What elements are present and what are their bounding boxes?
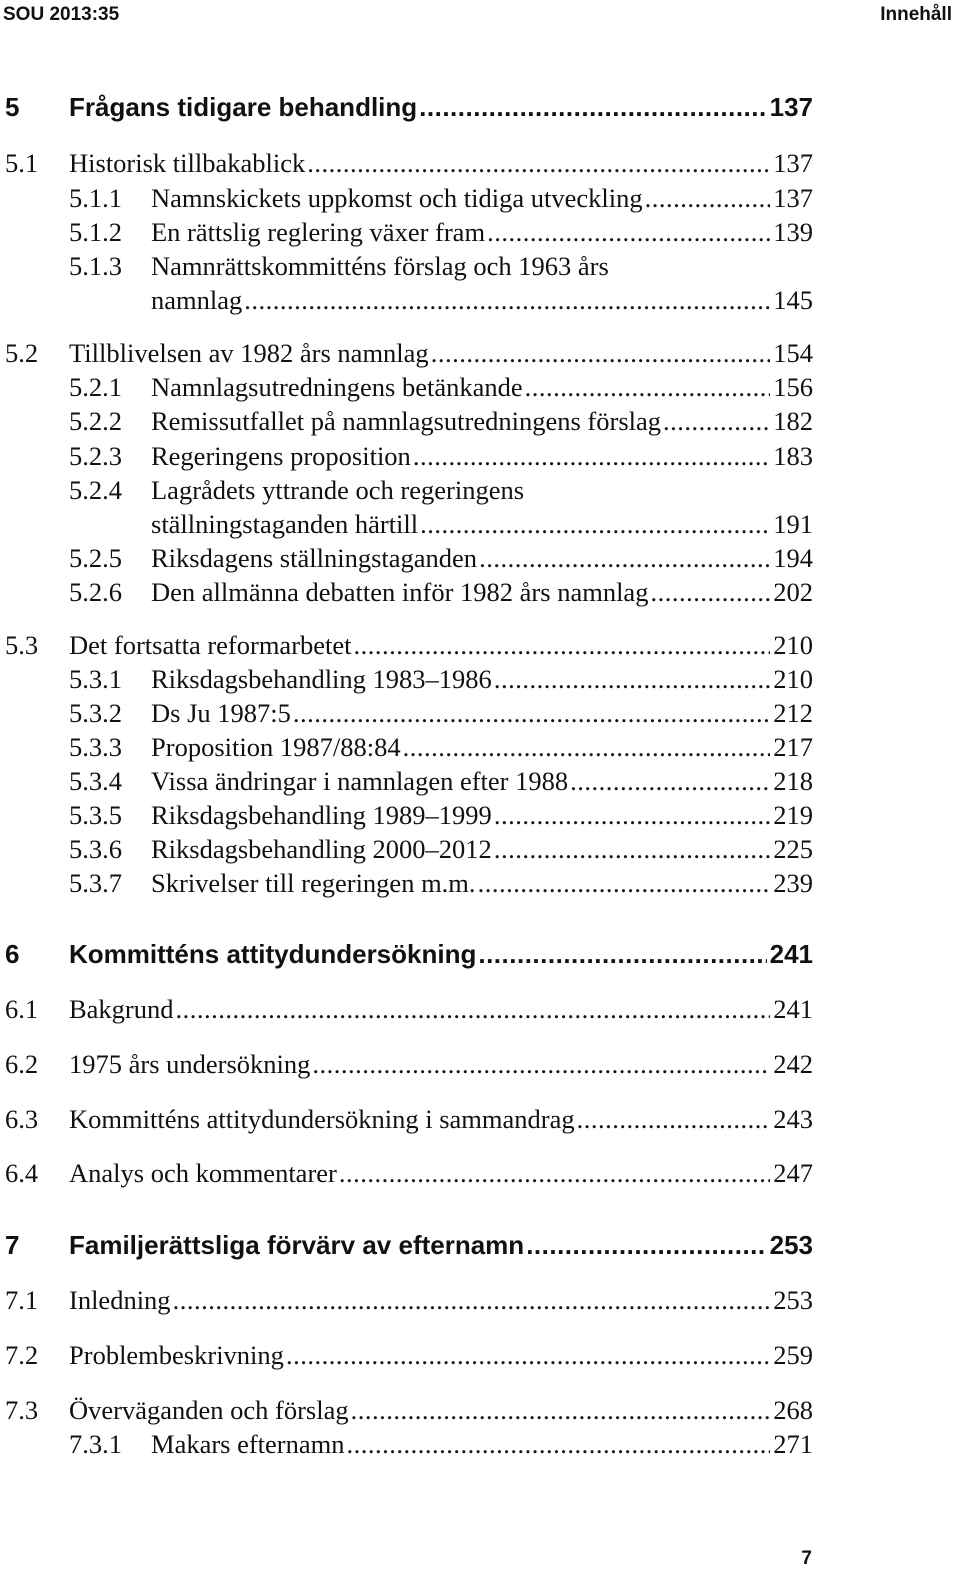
toc-entry-title: Analys och kommentarer <box>69 1158 337 1188</box>
toc-entry-number: 5.3.6 <box>69 834 122 864</box>
toc-entry-title: Det fortsatta reformarbetet <box>69 630 352 660</box>
dot-leader <box>478 937 766 971</box>
toc-entry[interactable] <box>0 696 813 730</box>
toc-entry-page: 154 <box>773 338 813 368</box>
toc-entry-number: 6 <box>5 939 20 969</box>
toc-entry-number: 7.3.1 <box>69 1429 122 1459</box>
toc-entry-number: 5.1.3 <box>69 251 122 281</box>
toc-entry-page: 202 <box>773 577 813 607</box>
toc-entry-number: 7.3 <box>5 1395 39 1425</box>
dot-leader <box>577 1102 771 1136</box>
toc-entry[interactable] <box>0 336 813 370</box>
toc-entry-number: 5.3.3 <box>69 732 122 762</box>
toc-entry-number: 5.3 <box>5 630 39 660</box>
dot-leader <box>494 798 770 832</box>
toc-entry-page: 242 <box>773 1049 813 1079</box>
toc-entry-title: Riksdagsbehandling 1983–1986 <box>151 664 492 694</box>
toc-entry-page: 217 <box>773 732 813 762</box>
toc-entry-title: Inledning <box>69 1285 171 1315</box>
toc-entry[interactable] <box>0 1393 813 1427</box>
dot-leader <box>526 1228 766 1262</box>
toc-entry-title: Riksdagsbehandling 2000–2012 <box>151 834 492 864</box>
page-number: 7 <box>801 1548 812 1569</box>
toc-entry[interactable] <box>0 992 813 1026</box>
toc-entry-number: 5.3.1 <box>69 664 122 694</box>
toc-entry[interactable] <box>0 507 813 541</box>
toc-entry-title: En rättslig reglering växer fram <box>151 217 486 247</box>
toc-entry-number: 6.1 <box>5 994 39 1024</box>
toc-entry-number: 5.3.5 <box>69 800 122 830</box>
toc-entry[interactable] <box>0 1102 813 1136</box>
toc-entry[interactable] <box>0 249 813 283</box>
dot-leader <box>403 730 771 764</box>
toc-entry[interactable] <box>0 832 813 866</box>
toc-entry-page: 253 <box>773 1285 813 1315</box>
toc-entry[interactable] <box>0 798 813 832</box>
toc-entry[interactable] <box>0 370 813 404</box>
toc-entry-title: Namnskickets uppkomst och tidiga utveckling <box>151 183 643 213</box>
toc-entry-page: 247 <box>773 1158 813 1188</box>
toc-entry-number: 5.2.3 <box>69 441 122 471</box>
toc-entry-title: Tillblivelsen av 1982 års namnlag <box>69 338 429 368</box>
dot-leader <box>525 370 771 404</box>
dot-leader <box>494 662 770 696</box>
toc-entry-number: 5 <box>5 92 20 122</box>
toc-entry-title: Riksdagens ställningstaganden <box>151 543 478 573</box>
toc-entry-page: 191 <box>773 509 813 539</box>
toc-entry-page: 239 <box>773 868 813 898</box>
toc-entry[interactable] <box>0 90 813 124</box>
toc-entry-page: 268 <box>773 1395 813 1425</box>
toc-entry-page: 183 <box>773 441 813 471</box>
toc-entry-page: 145 <box>773 285 813 315</box>
toc-entry-title: Frågans tidigare behandling <box>69 92 418 122</box>
dot-leader <box>650 575 770 609</box>
toc-entry[interactable] <box>0 764 813 798</box>
toc-entry[interactable] <box>0 730 813 764</box>
toc-entry-title: Riksdagsbehandling 1989–1999 <box>151 800 492 830</box>
toc-entry[interactable] <box>0 866 813 900</box>
dot-leader <box>312 1047 770 1081</box>
dot-leader <box>478 866 771 900</box>
toc-entry-number: 5.2.1 <box>69 372 122 402</box>
dot-leader <box>431 336 771 370</box>
dot-leader <box>420 507 770 541</box>
toc-entry-number: 6.2 <box>5 1049 39 1079</box>
toc-entry[interactable] <box>0 283 813 317</box>
toc-entry-page: 194 <box>773 543 813 573</box>
toc-entry-page: 241 <box>773 994 813 1024</box>
toc-entry-title: Makars efternamn <box>151 1429 345 1459</box>
toc-entry[interactable] <box>0 937 813 971</box>
toc-entry[interactable] <box>0 404 813 438</box>
toc-entry-page: 156 <box>773 372 813 402</box>
toc-entry-page: 137 <box>773 183 813 213</box>
toc-entry-page: 218 <box>773 766 813 796</box>
toc-entry-number: 5.3.7 <box>69 868 122 898</box>
dot-leader <box>487 215 770 249</box>
dot-leader <box>173 1283 771 1317</box>
toc-entry-number: 5.1.1 <box>69 183 122 213</box>
toc-entry-number: 7.2 <box>5 1340 39 1370</box>
toc-entry-page: 259 <box>773 1340 813 1370</box>
toc-entry-title: Problembeskrivning <box>69 1340 284 1370</box>
toc-entry-number: 5.2.4 <box>69 475 122 505</box>
toc-entry-page: 137 <box>773 148 813 178</box>
toc-entry-title: Vissa ändringar i namnlagen efter 1988 <box>151 766 569 796</box>
toc-entry-number: 5.1.2 <box>69 217 122 247</box>
toc-entry-page: 219 <box>773 800 813 830</box>
toc-entry-number: 5.3.2 <box>69 698 122 728</box>
toc-entry-number: 5.2.5 <box>69 543 122 573</box>
toc-entry[interactable] <box>0 215 813 249</box>
toc-entry[interactable] <box>0 146 813 180</box>
toc-entry-title: Lagrådets yttrande och regeringens <box>151 475 525 505</box>
dot-leader <box>293 696 770 730</box>
toc-entry-number: 6.4 <box>5 1158 39 1188</box>
dot-leader <box>645 181 771 215</box>
toc-entry-page: 212 <box>773 698 813 728</box>
toc-entry-title: Historisk tillbakablick <box>69 148 306 178</box>
toc-entry-title: Familjerättsliga förvärv av efternamn <box>69 1230 525 1260</box>
toc-entry-number: 5.1 <box>5 148 39 178</box>
toc-entry[interactable] <box>0 662 813 696</box>
toc-entry-title: Bakgrund <box>69 994 174 1024</box>
dot-leader <box>176 992 771 1026</box>
toc-entry-page: 137 <box>769 92 813 122</box>
toc-entry-title: Namnlagsutredningens betänkande <box>151 372 523 402</box>
toc-entry-number: 5.2 <box>5 338 39 368</box>
dot-leader <box>419 90 766 124</box>
toc-entry-title: Remissutfallet på namnlagsutredningens förslag <box>151 406 662 436</box>
toc-entry[interactable] <box>0 1156 813 1190</box>
dot-leader <box>347 1427 771 1461</box>
toc-entry-number: 6.3 <box>5 1104 39 1134</box>
toc-entry-title: Den allmänna debatten inför 1982 års namnlag <box>151 577 649 607</box>
toc-entry-page: 139 <box>773 217 813 247</box>
toc-entry-page: 241 <box>769 939 813 969</box>
toc-entry-page: 243 <box>773 1104 813 1134</box>
dot-leader <box>351 1393 771 1427</box>
toc-entry[interactable] <box>0 1228 813 1262</box>
toc-entry[interactable] <box>0 575 813 609</box>
toc-entry-number: 5.3.4 <box>69 766 122 796</box>
toc-entry[interactable] <box>0 541 813 575</box>
toc-entry-page: 271 <box>773 1429 813 1459</box>
running-header-right: Innehåll <box>880 4 952 25</box>
toc-entry-page: 210 <box>773 664 813 694</box>
toc-entry[interactable] <box>0 1338 813 1372</box>
toc-entry-title: Skrivelser till regeringen m.m. <box>151 868 476 898</box>
toc-entry-title: namnlag <box>151 285 243 315</box>
toc-entry-title: Namnrättskommitténs förslag och 1963 års <box>151 251 609 281</box>
toc-entry-title: Regeringens proposition <box>151 441 411 471</box>
toc-entry[interactable] <box>0 1427 813 1461</box>
dot-leader <box>307 146 770 180</box>
toc-entry[interactable] <box>0 181 813 215</box>
dot-leader <box>286 1338 770 1372</box>
dot-leader <box>494 832 770 866</box>
toc-entry-title: Överväganden och förslag <box>69 1395 349 1425</box>
dot-leader <box>413 439 770 473</box>
running-header-left: SOU 2013:35 <box>3 4 120 25</box>
toc-entry-page: 225 <box>773 834 813 864</box>
dot-leader <box>244 283 770 317</box>
toc-entry-title: Kommitténs attitydundersökning i sammandrag <box>69 1104 575 1134</box>
toc-entry[interactable] <box>0 1047 813 1081</box>
dot-leader <box>354 628 771 662</box>
toc-entry-page: 253 <box>769 1230 813 1260</box>
toc-entry-number: 7 <box>5 1230 20 1260</box>
dot-leader <box>479 541 770 575</box>
dot-leader <box>570 764 770 798</box>
toc-entry-number: 5.2.6 <box>69 577 122 607</box>
toc-entry[interactable] <box>0 1283 813 1317</box>
toc-entry-number: 7.1 <box>5 1285 39 1315</box>
toc-entry-page: 210 <box>773 630 813 660</box>
toc-entry-title: Kommitténs attitydundersökning <box>69 939 477 969</box>
toc-entry-page: 182 <box>773 406 813 436</box>
toc-entry-title: Ds Ju 1987:5 <box>151 698 291 728</box>
dot-leader <box>339 1156 770 1190</box>
toc-entry[interactable] <box>0 439 813 473</box>
dot-leader <box>663 404 770 438</box>
toc-entry-title: 1975 års undersökning <box>69 1049 311 1079</box>
toc-entry-number: 5.2.2 <box>69 406 122 436</box>
toc-entry-title: ställningstaganden härtill <box>151 509 419 539</box>
toc-entry[interactable] <box>0 628 813 662</box>
toc-entry-title: Proposition 1987/88:84 <box>151 732 401 762</box>
toc-entry[interactable] <box>0 473 813 507</box>
